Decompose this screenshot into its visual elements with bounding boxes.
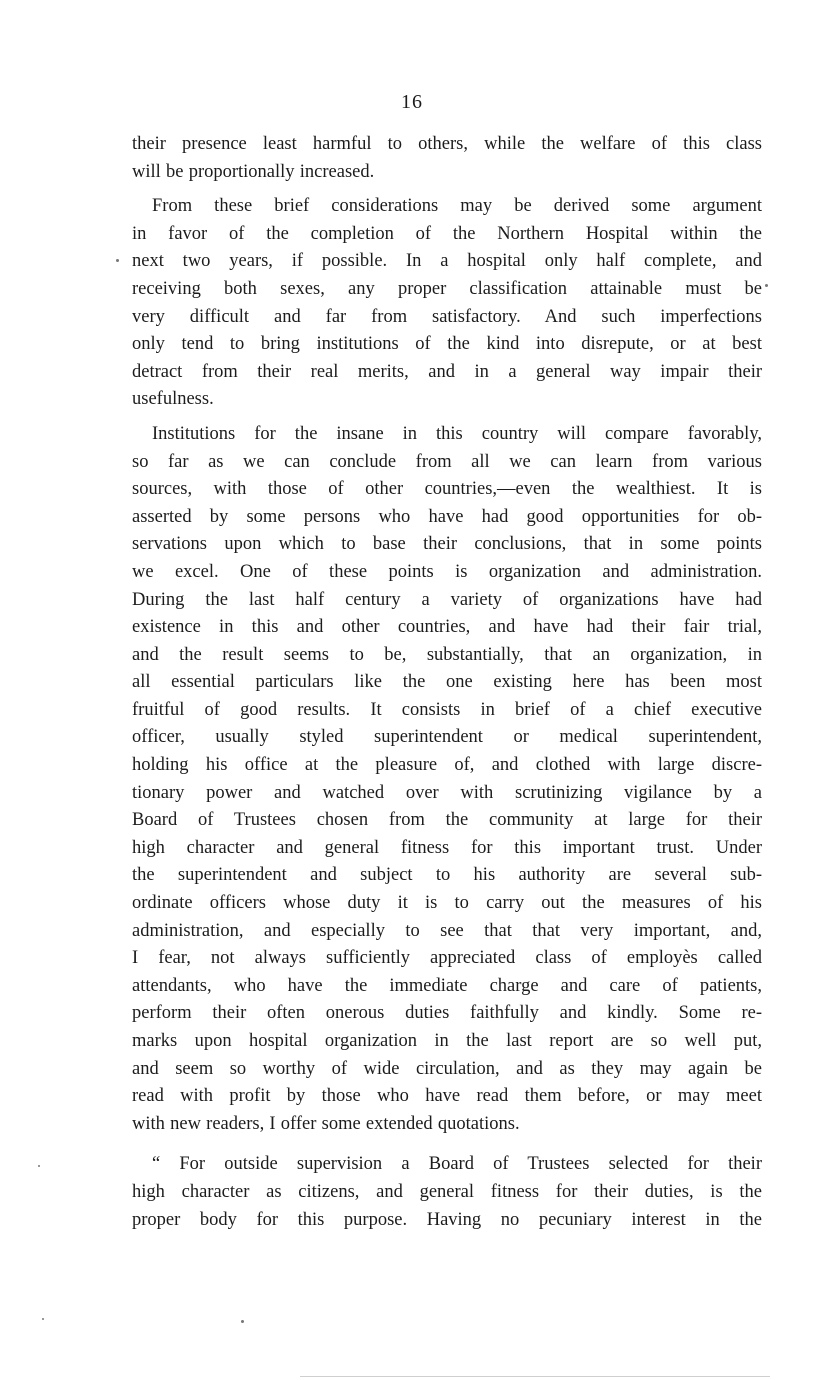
text-line: holding his office at the pleasure of, and clothed with large discre-: [132, 755, 762, 776]
text-line: will be proportionally increased.: [132, 161, 375, 182]
text-line: we excel. One of these points is organization and administration.: [132, 561, 762, 582]
text-line: and seem so worthy of wide circulation, and as they may again be: [132, 1058, 762, 1079]
text-line: Institutions for the insane in this country will compare favorably,: [152, 423, 762, 444]
body-text: [132, 131, 762, 1234]
text-line: detract from their real merits, and in a general way impair their: [132, 361, 762, 382]
paragraph-northern-hospital: [132, 193, 762, 414]
scan-speck: [38, 1165, 40, 1167]
text-line: fruitful of good results. It consists in brief of a chief executive: [132, 699, 762, 720]
text-line: very difficult and far from satisfactory. And such imperfections: [132, 306, 762, 327]
text-line: Board of Trustees chosen from the community at large for their: [132, 810, 762, 831]
text-line: receiving both sexes, any proper classification attainable must be: [132, 278, 762, 299]
text-line: existence in this and other countries, and have had their fair trial,: [132, 617, 762, 638]
text-line: next two years, if possible. In a hospital only half complete, and: [132, 251, 762, 272]
scan-speck: [241, 1320, 244, 1323]
text-line: servations upon which to base their conclusions, that in some points: [132, 534, 762, 555]
paragraph-continuation: [132, 131, 762, 186]
text-line: marks upon hospital organization in the last report are so well put,: [132, 1031, 762, 1051]
paragraph-quotation: [132, 1151, 762, 1234]
text-line: perform their often onerous duties faithfully and kindly. Some re-: [132, 1003, 762, 1024]
text-line: usefulness.: [132, 389, 214, 410]
text-line: asserted by some persons who have had good opportunities for ob-: [132, 506, 762, 527]
scan-speck: [116, 259, 119, 262]
text-line: I fear, not always sufficiently appreciated class of employès called: [132, 948, 762, 969]
text-line: their presence least harmful to others, while the welfare of this class: [132, 134, 762, 154]
text-line: high character and general fitness for this important trust. Under: [132, 837, 762, 858]
text-line: tionary power and watched over with scrutinizing vigilance by a: [132, 782, 762, 803]
text-line: ordinate officers whose duty it is to carry out the measures of his: [132, 893, 762, 914]
scan-speck: [42, 1318, 44, 1320]
text-line: proper body for this purpose. Having no pecuniary interest in the: [132, 1209, 762, 1230]
text-line: the superintendent and subject to his authority are several sub-: [132, 865, 762, 886]
text-line: so far as we can conclude from all we can learn from various: [132, 451, 762, 472]
text-line: only tend to bring institutions of the kind into disrepute, or at best: [132, 334, 762, 355]
text-line: all essential particulars like the one existing here has been most: [132, 672, 762, 693]
text-line: administration, and especially to see that that very important, and,: [132, 920, 762, 941]
text-line: with new readers, I offer some extended quotations.: [132, 1113, 520, 1134]
scan-speck: [765, 284, 768, 287]
text-line: “ For outside supervision a Board of Trustees selected for their: [152, 1154, 762, 1175]
paragraph-institutions: [132, 421, 762, 1138]
text-line: During the last half century a variety of organizations have had: [132, 589, 762, 610]
text-line: and the result seems to be, substantially, that an organization, in: [132, 644, 762, 665]
text-line: sources, with those of other countries,—even the wealthiest. It is: [132, 479, 762, 500]
text-line: read with profit by those who have read them before, or may meet: [132, 1086, 762, 1107]
text-line: high character as citizens, and general fitness for their duties, is the: [132, 1181, 762, 1202]
page-number: 16: [401, 91, 423, 113]
text-line: attendants, who have the immediate charge and care of patients,: [132, 975, 762, 996]
scan-edge-line: [300, 1376, 770, 1377]
text-line: officer, usually styled superintendent or medical superintendent,: [132, 727, 762, 748]
text-line: From these brief considerations may be derived some argument: [152, 196, 762, 217]
text-line: in favor of the completion of the Northern Hospital within the: [132, 223, 762, 244]
